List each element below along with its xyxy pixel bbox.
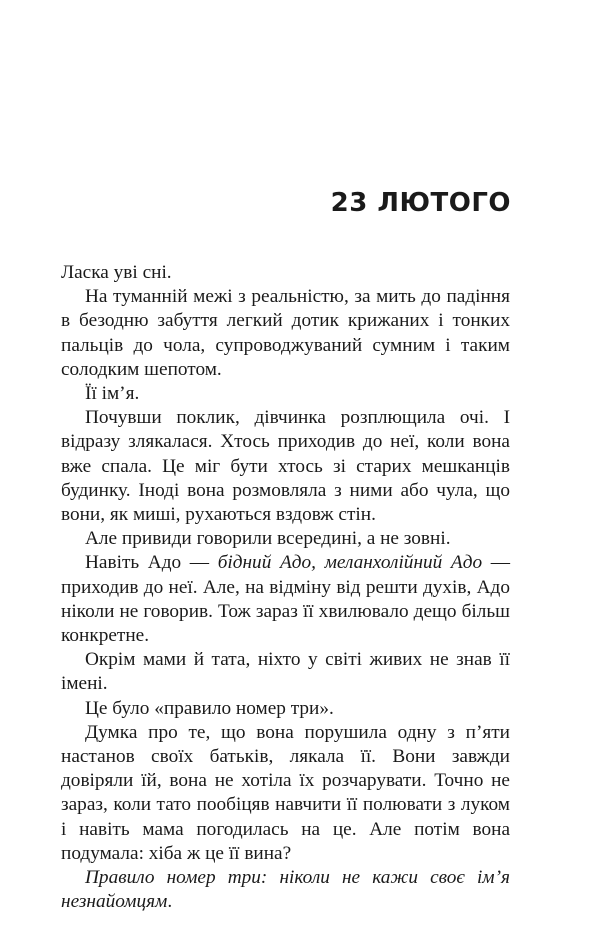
paragraph-6-text-start: Навіть Адо — — [85, 552, 218, 574]
chapter-text — [61, 261, 510, 914]
paragraph-3: Її ім’я. — [85, 383, 140, 405]
paragraph-5: Але привиди говорили всередині, а не зовні. — [85, 528, 451, 550]
paragraph-4: Почувши поклик, дівчинка розплющила очі. І відразу злякалася. Хтось приходив до неї, коли вона вже спала. Це міг бути хтось зі старих мешканців будинку. Іноді вона розмовляла з ними або чула, що вони, як миші, рухаються вздовж стін. — [61, 407, 510, 526]
paragraph-9: Думка про те, що вона порушила одну з п’яти настанов своїх батьків, лякала її. Вони завжди довіряли їй, вона не хотіла їх розчарувати. Точно не зараз, коли тато пообіцяв навчити її полювати з луком і навіть мама погодилась на це. Але потім вона подумала: хіба ж це її вина? — [61, 721, 510, 864]
paragraph-10 — [61, 866, 510, 914]
paragraph-7: Окрім мами й тата, ніхто у світі живих не знав її імені. — [61, 649, 510, 695]
paragraph-10-end: . — [167, 891, 173, 913]
paragraph-2: На туманній межі з реальністю, за мить до падіння в безодню забуття легкий дотик крижаних і тонких пальців до чола, супроводжуваний сумним і таким солодким шепотом. — [61, 286, 510, 380]
paragraph-1: Ласка уві сні. — [61, 262, 172, 283]
chapter-title: 23 ЛЮТОГО — [330, 188, 511, 218]
paragraph-6-text-end: — приходив до неї. Але, на відміну від решти духів, Адо ніколи не говорив. Тож зараз її хвилювало дещо більш конкретне. — [61, 552, 510, 647]
paragraph-6 — [61, 551, 510, 648]
paragraph-8: Це було «правило номер три». — [85, 697, 334, 719]
paragraph-6-italic-phrase: бідний Адо, меланхолійний Адо — [217, 552, 483, 574]
paragraph-10-italic-rule: Правило номер три: ніколи не кажи своє ім’я незнайомцям — [61, 867, 510, 913]
